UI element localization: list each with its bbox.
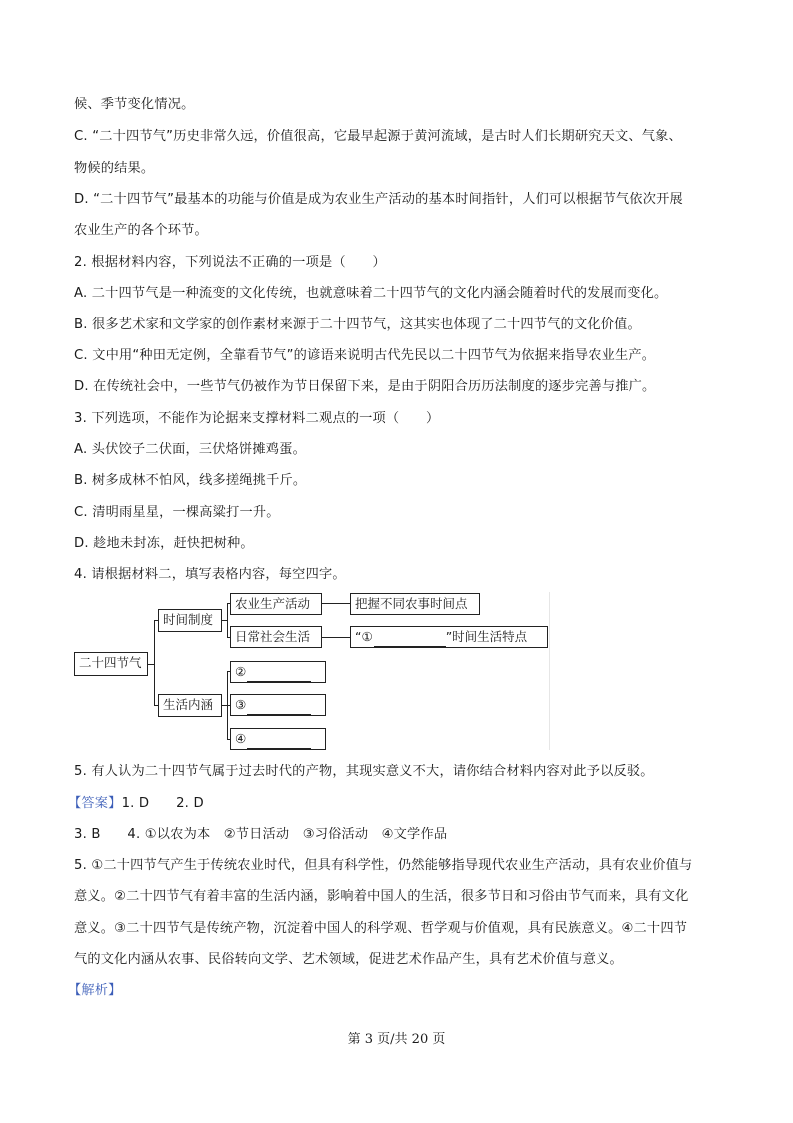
answer-5-line: 意义。②二十四节气有着丰富的生活内涵，影响着中国人的生活，很多节日和习俗由节气而来，具有文化 (74, 889, 689, 904)
blank-2-box (230, 661, 326, 683)
connector (227, 603, 228, 637)
analysis-label-text: 【解析】 (68, 983, 122, 998)
option-d: D. “二十四节气”最基本的功能与价值是成为农业生产活动的基本时间指针，人们可以根据节气依次开展 (74, 192, 683, 207)
blank-1-box (350, 626, 548, 648)
page-footer: 第 3 页/共 20 页 (347, 1032, 446, 1047)
blank-1-line (374, 633, 446, 647)
diagram-root: 二十四节气 (74, 652, 148, 676)
question-3: 3. 下列选项，不能作为论据来支撑材料二观点的一项（ ） (74, 411, 440, 426)
agri-result: 把握不同农事时间点 (350, 593, 480, 615)
option-c: C. 文中用“种田无定例，全靠看节气”的谚语来说明古代先民以二十四节气为依据来指导农业生产。 (74, 348, 656, 363)
blank-1-prefix: “① (355, 629, 373, 644)
text-line: 物候的结果。 (74, 161, 155, 176)
option-b: B. 树多成林不怕风，线多搓绳挑千斤。 (74, 473, 307, 488)
connector (322, 603, 350, 604)
answer-row-1 (68, 795, 204, 813)
answer-text: 1. D 2. D (121, 796, 204, 811)
option-a: A. 头伏饺子二伏面，三伏烙饼摊鸡蛋。 (74, 442, 306, 457)
analysis-label (68, 982, 122, 1000)
blank-1-suffix: ”时间生活特点 (445, 629, 528, 644)
blank-3-box (230, 694, 326, 716)
blank-3-line (247, 701, 311, 715)
option-a: A. 二十四节气是一种流变的文化传统，也就意味着二十四节气的文化内涵会随着时代的发展而变化。 (74, 286, 668, 301)
diagram-border (549, 592, 550, 750)
text-line: 农业生产的各个环节。 (74, 223, 208, 238)
question-4: 4. 请根据材料二，填写表格内容，每空四字。 (74, 567, 346, 582)
connector (154, 620, 155, 705)
answer-5-line: 5. ①二十四节气产生于传统农业时代，但具有科学性，仍然能够指导现代农业生产活动，具有农业价值与 (74, 858, 693, 873)
leaf-daily-life: 日常社会生活 (230, 626, 322, 648)
question-2: 2. 根据材料内容，下列说法不正确的一项是（ ） (74, 255, 386, 270)
answer-5-line: 意义。③二十四节气是传统产物，沉淀着中国人的科学观、哲学观与价值观，具有民族意义。④二十四节 (74, 921, 688, 936)
blank-2-line (247, 668, 311, 682)
connector (322, 637, 350, 638)
branch-time-system: 时间制度 (158, 609, 222, 632)
answer-row-2: 3. B 4. ①以农为本 ②节日活动 ③习俗活动 ④文学作品 (74, 827, 448, 842)
option-d: D. 在传统社会中，一些节气仍被作为节日保留下来，是由于阴阳合历历法制度的逐步完善与推广。 (74, 379, 656, 394)
text-line: 候、季节变化情况。 (74, 97, 195, 112)
blank-2-label: ② (235, 664, 247, 679)
answer-5-line: 气的文化内涵从农事、民俗转向文学、艺术领域，促进艺术作品产生，具有艺术价值与意义。 (74, 952, 623, 967)
blank-4-line (247, 735, 311, 749)
blank-4-box (230, 728, 326, 750)
leaf-agriculture: 农业生产活动 (230, 593, 322, 615)
blank-3-label: ③ (235, 697, 247, 712)
branch-life-content: 生活内涵 (158, 694, 222, 717)
answer-label: 【答案】 (68, 796, 122, 811)
question-5: 5. 有人认为二十四节气属于过去时代的产物，其现实意义不大，请你结合材料内容对此予以反驳。 (74, 764, 654, 779)
option-c: C. 清明雨星星，一棵高粱打一升。 (74, 505, 280, 520)
option-c: C. “二十四节气”历史非常久远，价值很高，它最早起源于黄河流域，是古时人们长期研究天文、气象、 (74, 129, 682, 144)
option-b: B. 很多艺术家和文学家的创作素材来源于二十四节气，这其实也体现了二十四节气的文化价值。 (74, 317, 641, 332)
option-d: D. 趁地未封冻，赶快把树种。 (74, 536, 254, 551)
blank-4-label: ④ (235, 731, 247, 746)
